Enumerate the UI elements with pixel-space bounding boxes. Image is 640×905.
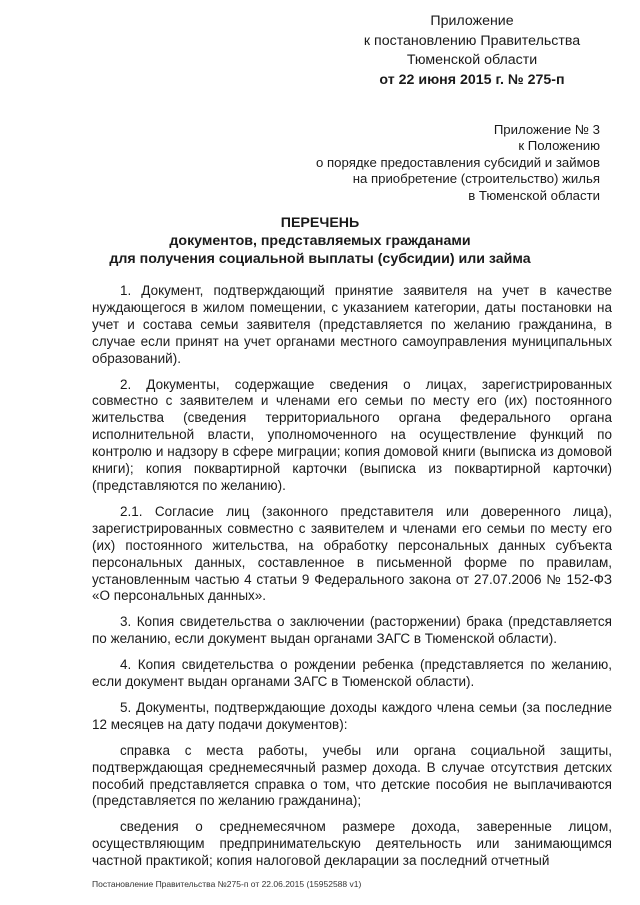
paragraph-1: 1. Документ, подтверждающий принятие заявителя на учет в качестве нуждающегося в жилом помещении, с указанием категории, даты постановки на учет и состава семьи заявителя (представляется по желанию гражданина, в случае если принят на учет органами местного самоуправления муниципальных образований). xyxy=(92,283,612,366)
appendix-line-1: Приложение № 3 xyxy=(493,122,600,137)
appendix-line-5: в Тюменской области xyxy=(468,187,600,203)
title-line-1: ПЕРЕЧЕНЬ xyxy=(280,215,360,231)
document-title xyxy=(0,214,640,268)
appendix-line-2: к Положению xyxy=(518,138,600,154)
appendix-line-3: о порядке предоставления субсидий и займов xyxy=(316,154,600,170)
paragraph-2-1: 2.1. Согласие лиц (законного представителя или доверенного лица), зарегистрированных совместно с заявителем и членами его семьи по месту его (их) постоянного жительства, на обработку персональных данных субъекта персональных данных, составленное в письменной форме по правилам, установленным частью 4 статьи 9 Федерального закона от 27.07.2006 № 152-ФЗ «О персональных данных». xyxy=(92,503,612,604)
paragraph-2: 2. Документы, содержащие сведения о лицах, зарегистрированных совместно с заявителем и членами его семьи по месту его (их) постоянного жительства (сведения территориального органа федерального органа исполнительной власти, уполномоченного на осуществление функций по контролю и надзору в сфере миграции; копия домовой книги (выписка из домовой книги); копия поквартирной карточки (выписка из поквартирной карточки) (представляются по желанию). xyxy=(92,376,612,493)
document-body xyxy=(92,283,612,879)
header-line-1: Приложение xyxy=(430,13,514,29)
appendix-line-4: на приобретение (строительство) жилья xyxy=(352,171,600,187)
header-line-3: Тюменской области xyxy=(406,52,538,68)
title-line-2: документов, представляемых гражданами xyxy=(169,233,471,249)
header-line-2: к постановлению Правительства xyxy=(363,32,581,49)
paragraph-5-income-info: сведения о среднемесячном размере дохода, заверенные лицом, осуществляющим предпринимательскую деятельность или занимающимся частной практикой; копия налоговой декларации за последний отчетный xyxy=(92,819,612,869)
paragraph-5-income-certificate: справка с места работы, учебы или органа социальной защиты, подтверждающая среднемесячный размер дохода. В случае отсутствия детских пособий представляется справка о том, что детские пособия не выплачиваются (представляется по желанию гражданина); xyxy=(92,742,612,809)
paragraph-3: 3. Копия свидетельства о заключении (расторжении) брака (представляется по желанию, если документ выдан органами ЗАГС в Тюменской области). xyxy=(92,614,612,647)
header-date-number: от 22 июня 2015 г. № 275-п xyxy=(379,71,565,88)
paragraph-4: 4. Копия свидетельства о рождении ребенка (представляется по желанию, если документ выдан органами ЗАГС в Тюменской области). xyxy=(92,657,612,690)
title-line-3: для получения социальной выплаты (субсидии) или займа xyxy=(109,251,531,267)
page-footer: Постановление Правительства №275-п от 22.06.2015 (15952588 v1) xyxy=(92,879,362,889)
paragraph-5: 5. Документы, подтверждающие доходы каждого члена семьи (за последние 12 месяцев на дату подачи документов): xyxy=(92,699,612,732)
resolution-header xyxy=(342,12,602,90)
appendix-block xyxy=(316,122,600,204)
